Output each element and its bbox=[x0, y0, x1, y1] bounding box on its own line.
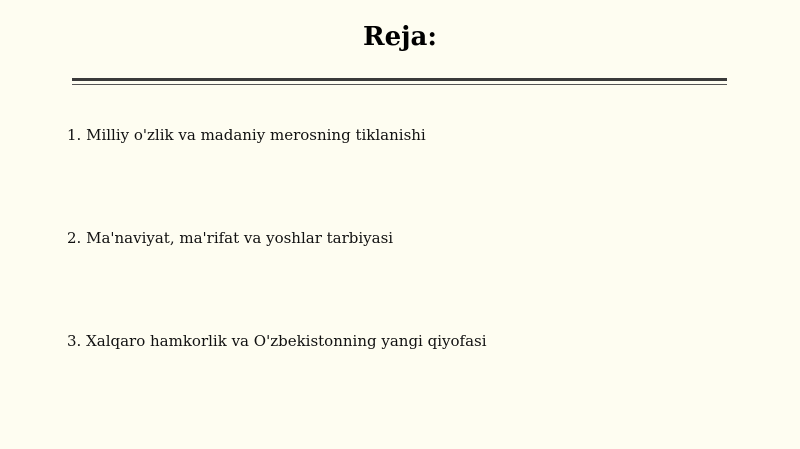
slide-title: Reja: bbox=[362, 22, 437, 52]
plan-item-2: 2. Ma'naviyat, ma'rifat va yoshlar tarbiyasi bbox=[67, 229, 394, 247]
plan-item-3: 3. Xalqaro hamkorlik va O'zbekistonning yangi qiyofasi bbox=[67, 332, 487, 350]
divider-thin-line bbox=[72, 84, 727, 85]
title-divider bbox=[72, 78, 727, 85]
plan-item-1: 1. Milliy o'zlik va madaniy merosning tiklanishi bbox=[67, 126, 426, 144]
